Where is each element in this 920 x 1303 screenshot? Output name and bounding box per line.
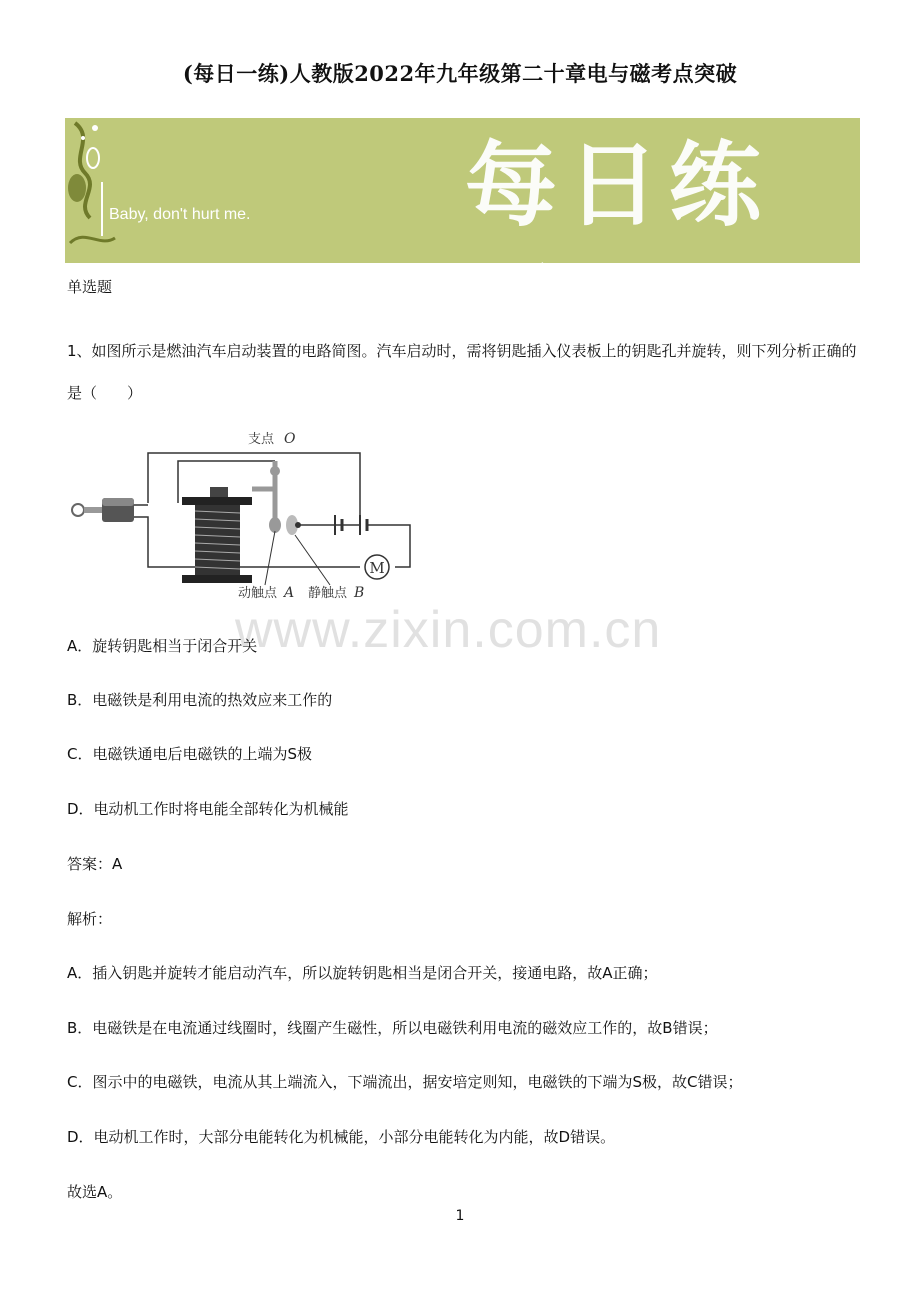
option-c: C．电磁铁通电后电磁铁的上端为S极: [67, 745, 312, 763]
analysis-b: B．电磁铁是在电流通过线圈时，线圈产生磁性，所以电磁铁利用电流的磁效应工作的，故B错误；: [67, 1019, 718, 1037]
page-number: 1: [455, 1208, 465, 1224]
option-b: B．电磁铁是利用电流的热效应来工作的: [67, 691, 333, 709]
banner-heading: 每日练习: [465, 132, 772, 359]
pivot-label: 支点: [248, 432, 275, 447]
motor-icon: [365, 555, 389, 579]
electromagnet-icon: [182, 487, 252, 583]
analysis-label: 解析：: [67, 910, 113, 928]
analysis-a: A．插入钥匙并旋转才能启动汽车，所以旋转钥匙相当是闭合开关，接通电路，故A正确；: [67, 964, 658, 982]
static-contact-label: 静触点: [308, 586, 348, 601]
answer: 答案：A: [67, 855, 123, 873]
moving-contact-label: 动触点: [238, 586, 278, 601]
option-a: A．旋转钥匙相当于闭合开关: [67, 637, 258, 655]
pivot-letter: O: [284, 431, 296, 447]
moving-contact-letter: A: [284, 585, 295, 601]
section-heading: 单选题: [67, 278, 113, 296]
question-text: 1、如图所示是燃油汽车启动装置的电路简图。汽车启动时，需将钥匙插入仪表板上的钥匙孔并旋转，则下列分析正确的是（ ）: [67, 342, 857, 402]
analysis-c: C．图示中的电磁铁，电流从其上端流入，下端流出，据安培定则知，电磁铁的下端为S极，故C错误；: [67, 1073, 743, 1091]
motor-label: M: [369, 559, 385, 577]
option-d: D．电动机工作时将电能全部转化为机械能: [67, 800, 349, 818]
watermark: www.zixin.com.cn: [235, 601, 662, 659]
banner-divider: [101, 182, 103, 236]
conclusion: 故选A。: [67, 1183, 123, 1201]
key-icon: [72, 498, 134, 522]
analysis-d: D．电动机工作时，大部分电能转化为机械能，小部分电能转化为内能，故D错误。: [67, 1128, 616, 1146]
circuit-diagram: [70, 425, 415, 605]
static-contact-letter: B: [354, 585, 365, 601]
banner-tagline: Baby, don't hurt me.: [109, 206, 251, 223]
swirl-decoration-icon: [65, 118, 145, 263]
document-title: (每日一练)人教版2022年九年级第二十章电与磁考点突破: [182, 61, 738, 86]
